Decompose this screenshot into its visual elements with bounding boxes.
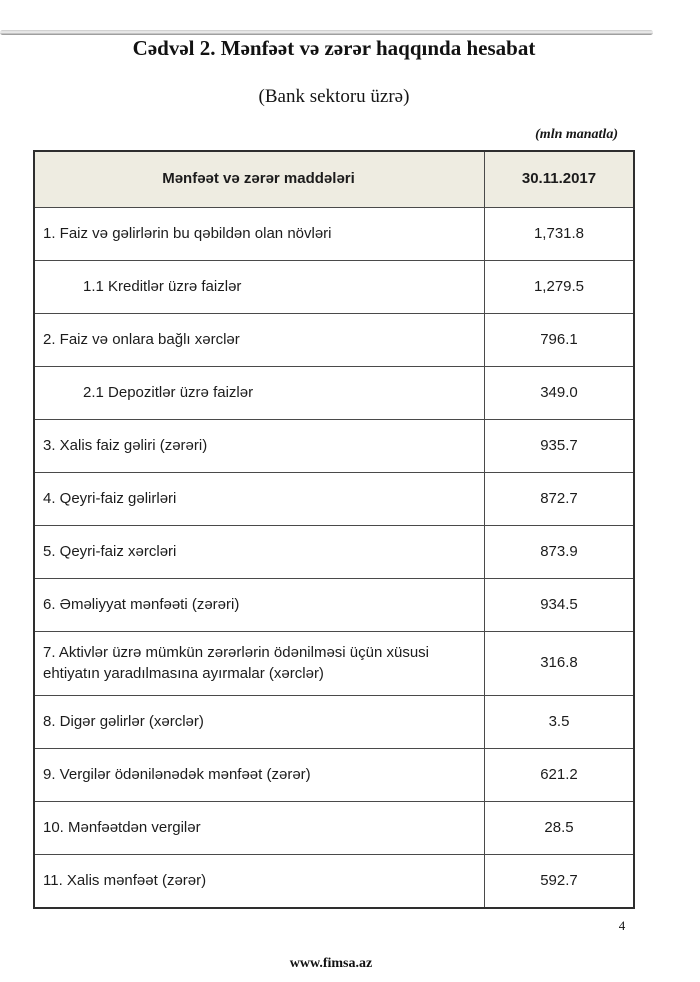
table-row bbox=[35, 801, 633, 854]
row-value: 28.5 bbox=[544, 818, 574, 836]
row-value: 935.7 bbox=[540, 436, 578, 454]
table-row bbox=[35, 207, 633, 260]
table-row bbox=[35, 748, 633, 801]
row-value: 1,731.8 bbox=[533, 224, 585, 242]
row-label: 5. Qeyri-faiz xərcləri bbox=[35, 526, 485, 578]
row-value: 1,279.5 bbox=[533, 277, 585, 295]
row-label: 2.1 Depozitlər üzrə faizlər bbox=[35, 367, 485, 419]
row-label: 6. Əməliyyat mənfəəti (zərəri) bbox=[35, 579, 485, 631]
row-label: 7. Aktivlər üzrə mümkün zərərlərin ödənilməsi üçün xüsusi ehtiyatın yaradılmasına ayırmalar (xərclər) bbox=[35, 632, 485, 695]
table-row bbox=[35, 854, 633, 907]
table-row bbox=[35, 695, 633, 748]
row-value: 872.7 bbox=[540, 489, 578, 507]
table-header-row bbox=[35, 152, 633, 207]
header-rule bbox=[0, 30, 653, 35]
row-label: 8. Digər gəlirlər (xərclər) bbox=[35, 696, 485, 748]
column-header-date: 30.11.2017 bbox=[521, 170, 597, 188]
row-value: 316.8 bbox=[540, 654, 578, 672]
row-value: 934.5 bbox=[540, 595, 578, 613]
row-value: 796.1 bbox=[540, 330, 578, 348]
table-row bbox=[35, 419, 633, 472]
table-row bbox=[35, 472, 633, 525]
page-subtitle: (Bank sektoru üzrə) bbox=[258, 86, 410, 107]
row-value: 873.9 bbox=[540, 542, 578, 560]
row-value: 621.2 bbox=[540, 765, 578, 783]
row-label: 10. Mənfəətdən vergilər bbox=[35, 802, 485, 854]
table-row bbox=[35, 366, 633, 419]
table-row bbox=[35, 631, 633, 695]
row-value: 349.0 bbox=[540, 383, 578, 401]
row-label: 11. Xalis mənfəət (zərər) bbox=[35, 855, 485, 907]
table-row bbox=[35, 313, 633, 366]
footer-link[interactable]: www.fimsa.az bbox=[289, 956, 373, 971]
row-value: 3.5 bbox=[548, 712, 570, 730]
table-row bbox=[35, 260, 633, 313]
row-value: 592.7 bbox=[540, 871, 578, 889]
row-label: 2. Faiz və onlara bağlı xərclər bbox=[35, 314, 485, 366]
row-label: 4. Qeyri-faiz gəlirləri bbox=[35, 473, 485, 525]
row-label: 1. Faiz və gəlirlərin bu qəbildən olan növləri bbox=[35, 208, 485, 260]
row-label: 9. Vergilər ödənilənədək mənfəət (zərər) bbox=[35, 749, 485, 801]
row-label: 1.1 Kreditlər üzrə faizlər bbox=[35, 261, 485, 313]
row-label: 3. Xalis faiz gəliri (zərəri) bbox=[35, 420, 485, 472]
column-header-items: Mənfəət və zərər maddələri bbox=[35, 152, 485, 207]
page-number: 4 bbox=[618, 918, 626, 933]
table-row bbox=[35, 578, 633, 631]
unit-note: (mln manatla) bbox=[535, 127, 618, 142]
page-title: Cədvəl 2. Mənfəət və zərər haqqında hesabat bbox=[132, 36, 536, 60]
profit-loss-table bbox=[33, 150, 635, 909]
table-row bbox=[35, 525, 633, 578]
